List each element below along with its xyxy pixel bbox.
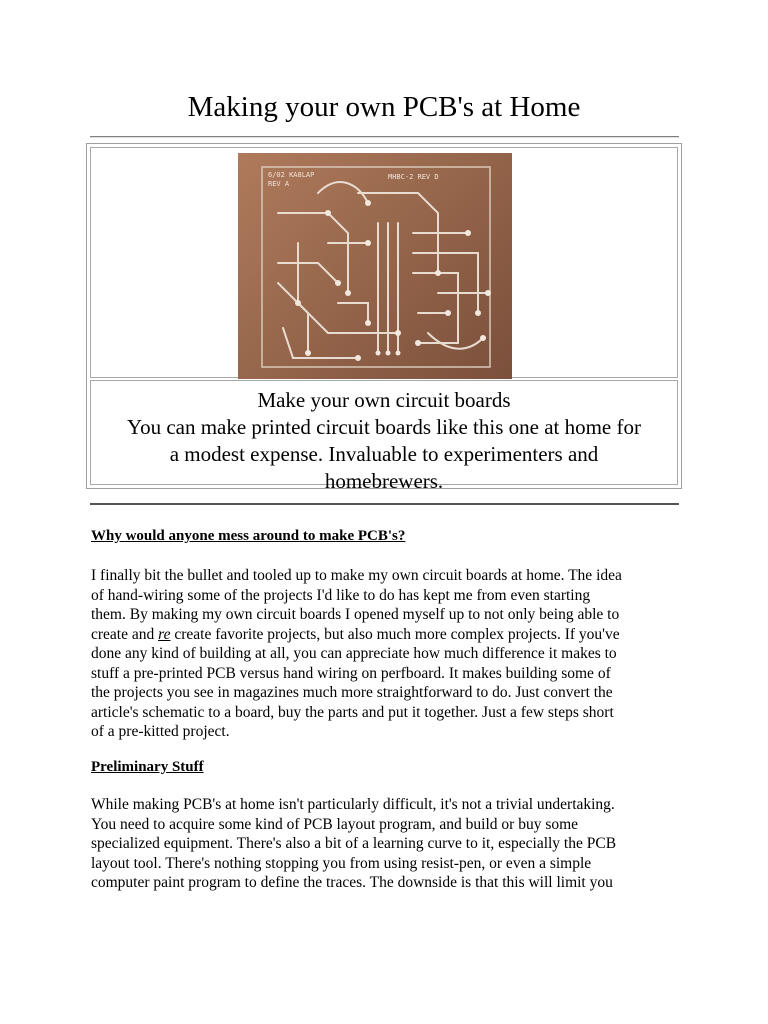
text-fragment: create and [91,625,159,643]
section-heading-preliminary: Preliminary Stuff [91,759,204,775]
text-line: them. By making my own circuit boards I opened myself up to not only being able to [91,606,620,623]
paragraph-why [91,566,691,742]
title-divider [90,136,679,138]
page-title: Making your own PCB's at Home [187,91,581,123]
figure-table [86,143,682,493]
text-line: of a pre-kitted project. [91,723,230,740]
text-line: While making PCB's at home isn't particularly difficult, it's not a trivial undertaking. [91,796,615,813]
text-fragment: create favorite projects, but also much more complex projects. If you've [170,625,620,643]
figure-caption-cell [90,380,678,493]
caption-line-1: You can make printed circuit boards like this one at home for [127,415,641,439]
figure-caption [91,387,677,495]
text-line: done any kind of building at all, you can appreciate how much difference it makes to [91,645,617,662]
text-line: layout tool. There's nothing stopping you from using resist-pen, or even a simple [91,854,592,872]
board-label-1: 6/02 KA8LAP [268,171,315,179]
caption-line-2: a modest expense. Invaluable to experimenters and [169,442,599,466]
text-line: of hand-wiring some of the projects I'd like to do has kept me from even starting [91,586,591,604]
pcb-traces-graphic [238,153,512,379]
text-line: computer paint program to define the traces. The downside is that this will limit you [91,874,613,891]
caption-title: Make your own circuit boards [257,388,511,412]
section-divider [90,503,679,505]
emphasis-re: re [158,625,171,643]
text-line: the projects you see in magazines much more straightforward to do. Just convert the [91,684,613,701]
board-label-2: REV A [268,180,290,188]
board-label-3: MHBC-2 REV D [388,173,439,181]
text-line: You need to acquire some kind of PCB layout program, and build or buy some [91,815,579,833]
text-line: stuff a pre-printed PCB versus hand wiring on perfboard. It makes building some of [91,664,611,682]
text-line: I finally bit the bullet and tooled up to make my own circuit boards at home. The idea [91,567,622,584]
figure-image-cell [90,147,678,378]
text-line: article's schematic to a board, buy the parts and put it together. Just a few steps short [91,703,614,721]
paragraph-preliminary [91,795,691,893]
text-line [91,625,691,645]
section-heading-why: Why would anyone mess around to make PCB's? [91,528,406,544]
text-line: specialized equipment. There's also a bit of a learning curve to it, especially the PCB [91,835,617,852]
pcb-photo [238,153,512,379]
caption-line-3: homebrewers. [324,469,444,493]
